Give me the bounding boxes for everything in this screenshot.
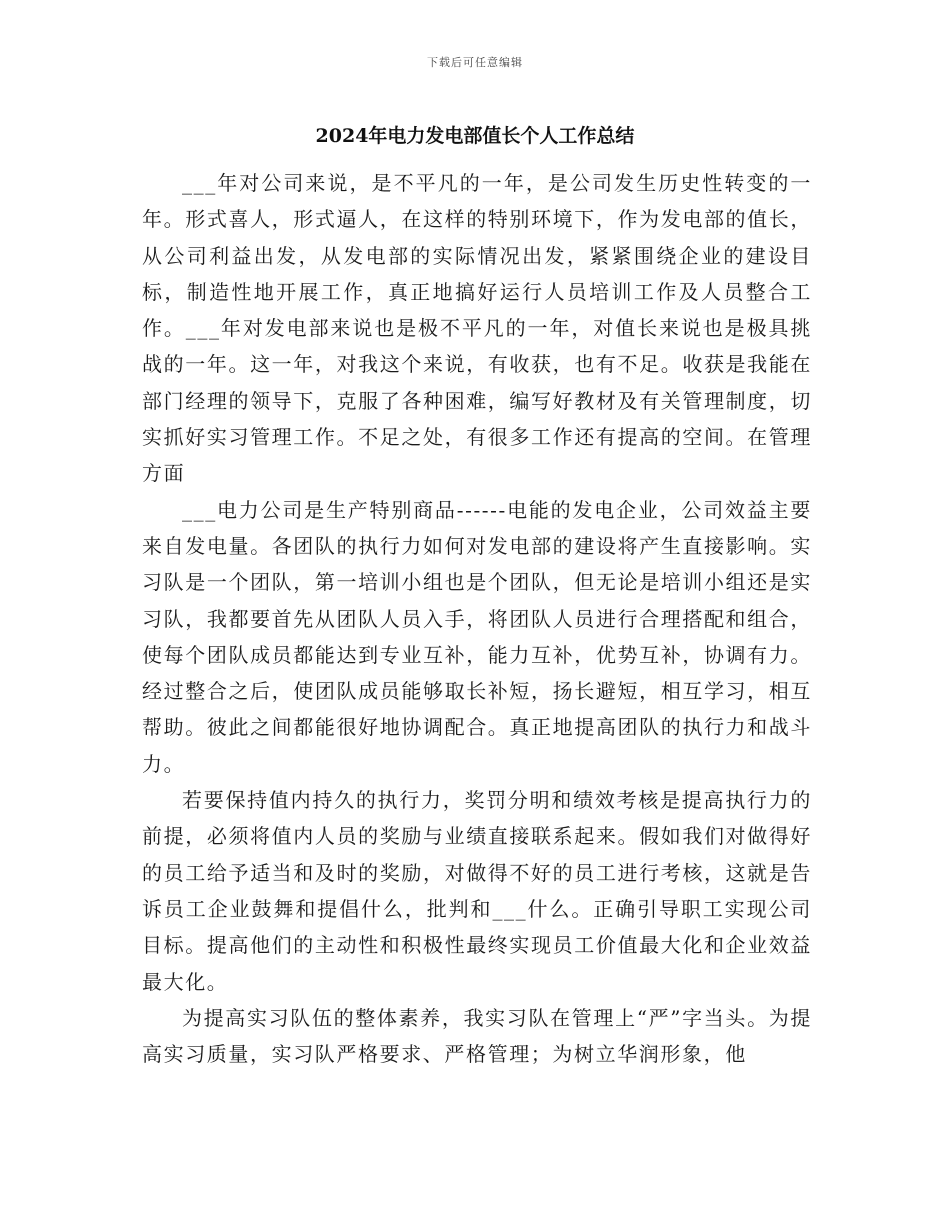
paragraph-3: 若要保持值内持久的执行力，奖罚分明和绩效考核是提高执行力的前提，必须将值内人员的奖励与业绩直接联系起来。假如我们对做得好的员工给予适当和及时的奖励，对做得不好的员工进行考核，这就是告诉员工企业鼓舞和提倡什么，批判和___什么。正确引导职工实现公司目标。提高他们的主动性和积极性最终实现员工价值最大化和企业效益最大化。 xyxy=(142,788,812,994)
paragraph-1: ___年对公司来说，是不平凡的一年，是公司发生历史性转变的一年。形式喜人，形式逼人，在这样的特别环境下，作为发电部的值长，从公司利益出发，从发电部的实际情况出发，紧紧围绕企业的建设目标，制造性地开展工作，真正地搞好运行人员培训工作及人员整合工作。___年对发电部来说也是极不平凡的一年，对值长来说也是极具挑战的一年。这一年，对我这个来说，有收获，也有不足。收获是我能在部门经理的领导下，克服了各种困难，编写好教材及有关管理制度，切实抓好实习管理工作。不足之处，有很多工作还有提高的空间。在管理方面 xyxy=(142,171,812,486)
document-title: 2024年电力发电部值长个人工作总结 xyxy=(315,125,635,147)
paragraph-2: ___电力公司是生产特别商品------电能的发电企业，公司效益主要来自发电量。各团队的执行力如何对发电部的建设将产生直接影响。实习队是一个团队，第一培训小组也是个团队，但无论是培训小组还是实习队，我都要首先从团队人员入手，将团队人员进行合理搭配和组合，使每个团队成员都能达到专业互补，能力互补，优势互补，协调有力。经过整合之后，使团队成员能够取长补短，扬长避短，相互学习，相互帮助。彼此之间都能很好地协调配合。真正地提高团队的执行力和战斗力。 xyxy=(142,497,812,776)
header-note: 下载后可任意编辑 xyxy=(427,56,523,69)
document-body xyxy=(142,165,812,1072)
paragraph-4: 为提高实习队伍的整体素养，我实习队在管理上“严”字当头。为提高实习质量，实习队严格要求、严格管理；为树立华润形象，他 xyxy=(142,1005,812,1067)
